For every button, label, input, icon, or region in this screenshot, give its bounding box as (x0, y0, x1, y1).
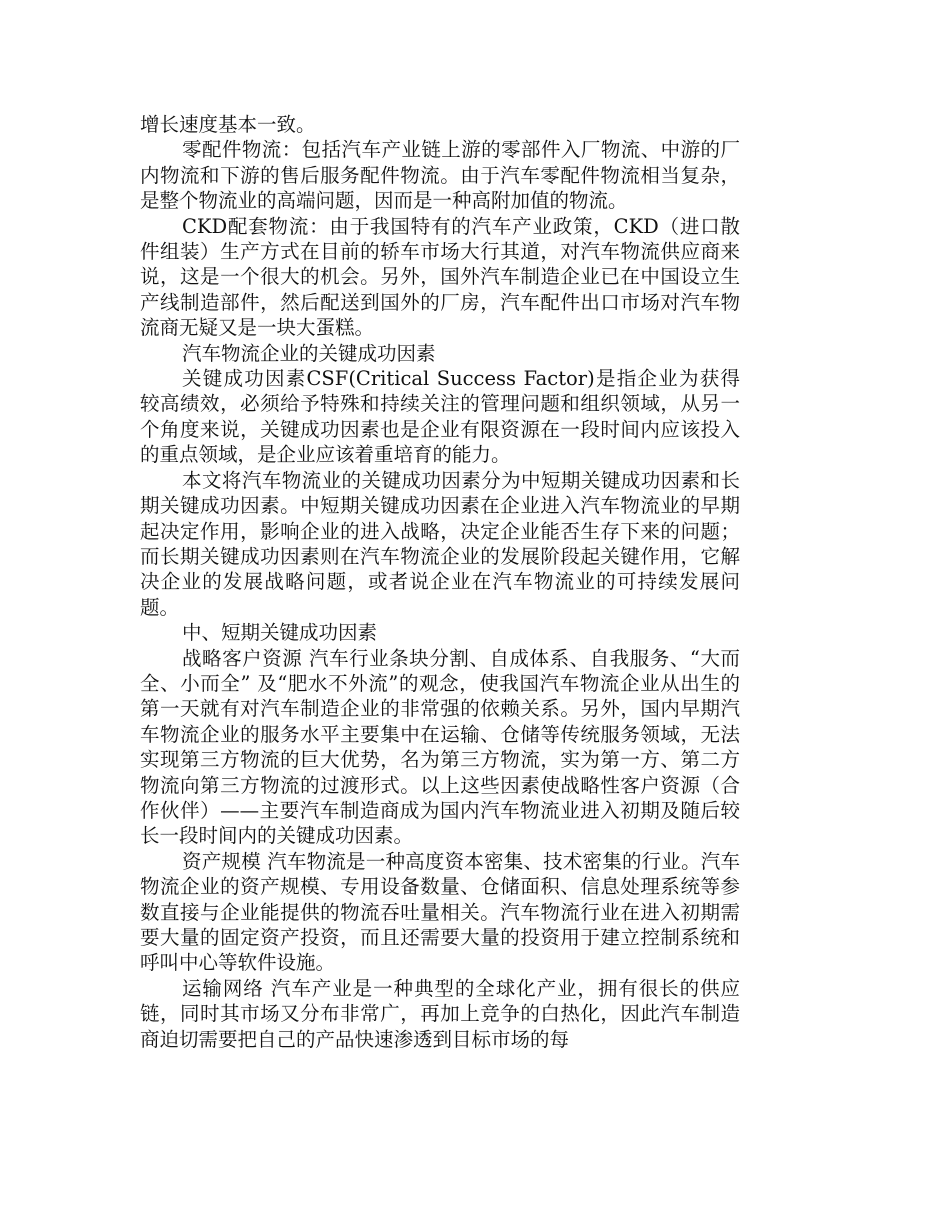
paragraph-asset-scale: 资产规模 汽车物流是一种高度资本密集、技术密集的行业。汽车物流企业的资产规模、专用设备数量、仓储面积、信息处理系统等参数直接与企业能提供的物流吞吐量相关。汽车物流行业在进入初期需要大量的固定资产投资，而且还需要大量的投资用于建立控制系统和呼叫中心等软件设施。 (140, 849, 740, 975)
paragraph-continuation: 增长速度基本一致。 (140, 113, 316, 136)
paragraph-ckd-logistics: CKD配套物流：由于我国特有的汽车产业政策，CKD（进口散件组装）生产方式在目前的轿车市场大行其道，对汽车物流供应商来说，这是一个很大的机会。另外，国外汽车制造企业已在中国设立生产线制造部件，然后配送到国外的厂房，汽车配件出口市场对汽车物流商无疑又是一块大蛋糕。 (140, 214, 740, 340)
paragraph-csf-definition: 关键成功因素CSF(Critical Success Factor)是指企业为获得较高绩效，必须给予特殊和持续关注的管理问题和组织领域，从另一个角度来说，关键成功因素也是企业有限资源在一段时间内应该投入的重点领域，是企业应该着重培育的能力。 (140, 367, 740, 467)
section-heading-short-term-factors: 中、短期关键成功因素 (182, 621, 378, 645)
paragraph-transport-network: 运输网络 汽车产业是一种典型的全球化产业，拥有很长的供应链，同时其市场又分布非常广，再加上竞争的白热化，因此汽车制造商迫切需要把自己的产品快速渗透到目标市场的每 (140, 976, 740, 1051)
document-body (140, 112, 740, 1052)
paragraph-strategic-customers: 战略客户资源 汽车行业条块分割、自成体系、自我服务、“大而全、小而全” 及“肥水不外流”的观念，使我国汽车物流企业从出生的第一天就有对汽车制造企业的非常强的依赖关系。另外，国内早期汽车物流企业的服务水平主要集中在运输、仓储等传统服务领域，无法实现第三方物流的巨大优势，名为第三方物流，实为第一方、第二方物流向第三方物流的过渡形式。以上这些因素使战略性客户资源（合作伙伴）——主要汽车制造商成为国内汽车物流业进入初期及随后较长一段时间内的关键成功因素。 (140, 646, 740, 848)
section-heading-key-success-factors: 汽车物流企业的关键成功因素 (182, 341, 436, 365)
paragraph-csf-classification: 本文将汽车物流业的关键成功因素分为中短期关键成功因素和长期关键成功因素。中短期关键成功因素在企业进入汽车物流业的早期起决定作用，影响企业的进入战略，决定企业能否生存下来的问题；而长期关键成功因素则在汽车物流企业的发展阶段起关键作用，它解决企业的发展战略问题，或者说企业在汽车物流业的可持续发展问题。 (140, 468, 740, 619)
paragraph-parts-logistics: 零配件物流：包括汽车产业链上游的零部件入厂物流、中游的厂内物流和下游的售后服务配件物流。由于汽车零配件物流相当复杂，是整个物流业的高端问题，因而是一种高附加值的物流。 (140, 138, 740, 213)
